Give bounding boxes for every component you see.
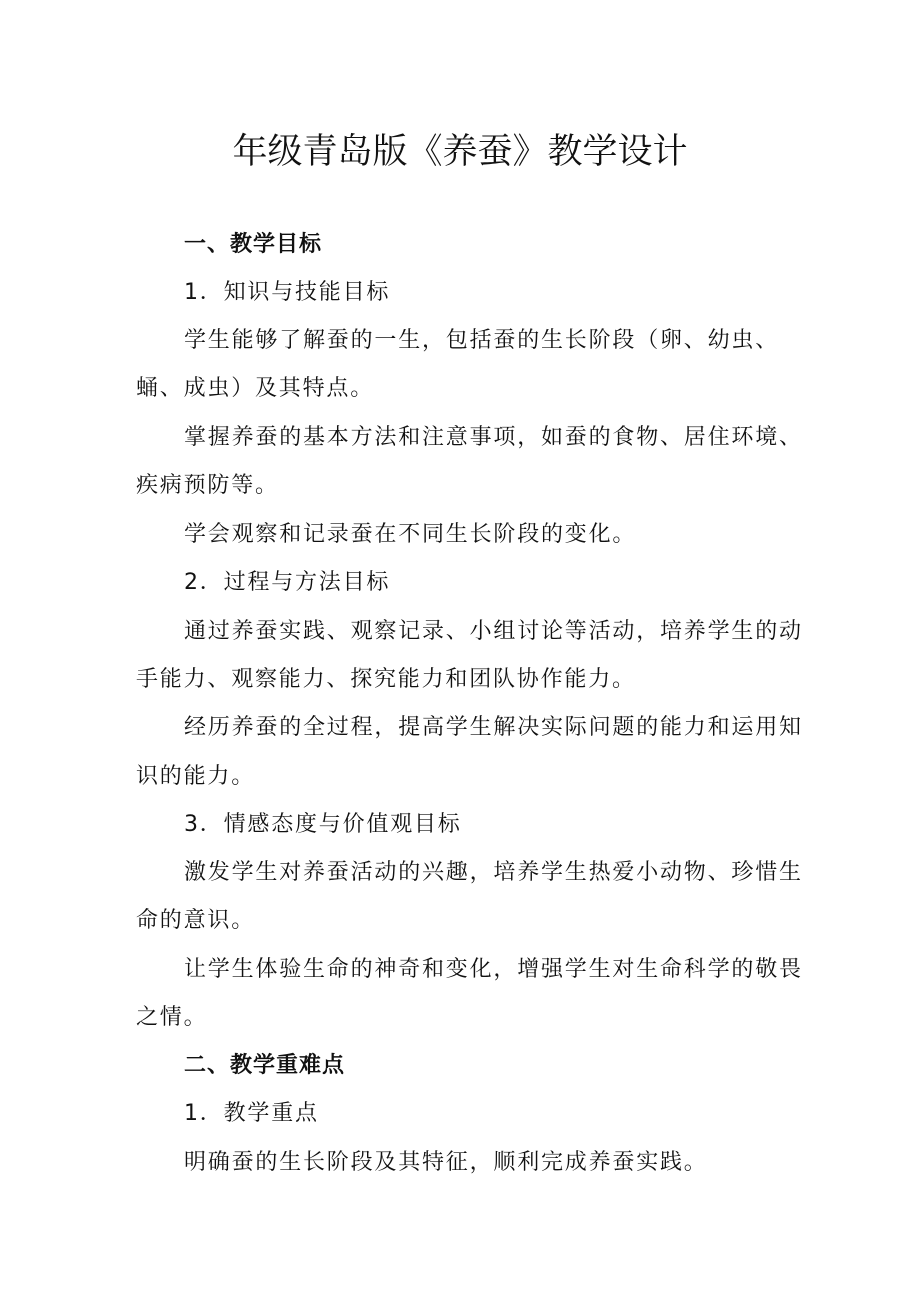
subheading-teaching-focus: 1．教学重点 [184, 1101, 319, 1126]
paragraph-line: 掌握养蚕的基本方法和注意事项，如蚕的食物、居住环境、 [184, 425, 803, 450]
subheading-process-methods: 2．过程与方法目标 [184, 570, 391, 595]
subheading-knowledge-skills: 1．知识与技能目标 [184, 280, 391, 305]
section-heading-key-difficult-points: 二、教学重难点 [184, 1053, 346, 1078]
paragraph-line: 经历养蚕的全过程，提高学生解决实际问题的能力和运用知 [184, 715, 803, 740]
paragraph-line: 蛹、成虫）及其特点。 [136, 376, 375, 401]
paragraph-line: 之情。 [136, 1005, 208, 1030]
section-heading-teaching-objectives: 一、教学目标 [184, 232, 323, 257]
paragraph-line: 疾病预防等。 [136, 473, 279, 498]
paragraph-line: 学会观察和记录蚕在不同生长阶段的变化。 [184, 522, 637, 547]
document-title: 年级青岛版《养蚕》教学设计 [232, 132, 688, 172]
subheading-emotion-attitude-values: 3．情感态度与价值观目标 [184, 812, 462, 837]
paragraph-line: 明确蚕的生长阶段及其特征，顺利完成养蚕实践。 [184, 1150, 708, 1175]
paragraph-line: 手能力、观察能力、探究能力和团队协作能力。 [136, 667, 636, 692]
paragraph-line: 激发学生对养蚕活动的兴趣，培养学生热爱小动物、珍惜生 [184, 860, 803, 885]
paragraph-line: 识的能力。 [136, 764, 256, 789]
paragraph-line: 学生能够了解蚕的一生，包括蚕的生长阶段（卵、幼虫、 [184, 328, 780, 353]
paragraph-line: 让学生体验生命的神奇和变化，增强学生对生命科学的敬畏 [184, 957, 803, 982]
paragraph-line: 通过养蚕实践、观察记录、小组讨论等活动，培养学生的动 [184, 619, 803, 644]
paragraph-line: 命的意识。 [136, 908, 256, 933]
